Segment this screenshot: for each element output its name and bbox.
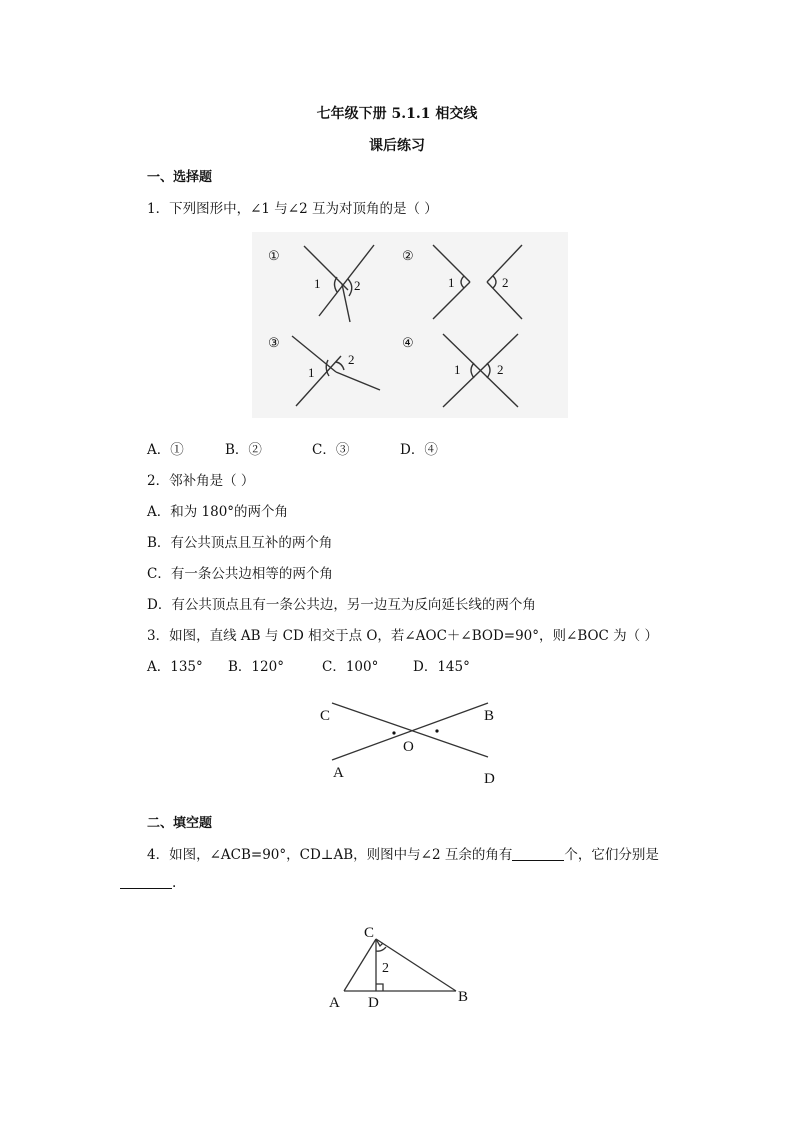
- question-4-stem: [147, 843, 659, 863]
- label-c: C: [364, 925, 375, 941]
- panel1-arc2: [348, 279, 352, 296]
- label-a: A: [333, 765, 344, 781]
- question-1-stem: 1．下列图形中，∠1 与∠2 互为对顶角的是（ ）: [147, 201, 438, 217]
- question-2-option-d: D．有公共顶点且有一条公共边，另一边互为反向延长线的两个角: [147, 597, 536, 613]
- panel2-angle2-label: 2: [502, 275, 509, 290]
- panel1-angle1-label: 1: [314, 276, 321, 291]
- question-2-option-b: B．有公共顶点且互补的两个角: [147, 535, 333, 551]
- panel3-arc1: [326, 360, 329, 376]
- label-c: C: [320, 708, 331, 724]
- question-1-option-c: C．③: [312, 442, 350, 458]
- question-4-stem-end: .: [172, 875, 177, 891]
- label-d: D: [368, 995, 379, 1011]
- panel4-angle1-label: 1: [454, 362, 461, 377]
- question-1-option-d: D．④: [400, 442, 438, 458]
- question-1-option-a: A．①: [147, 442, 184, 458]
- right-angle-mark-d: [376, 984, 383, 991]
- section-heading-choice: 一、选择题: [147, 170, 213, 185]
- panel2-angle1-label: 1: [448, 275, 455, 290]
- angle-dot-left: [392, 731, 395, 734]
- question-3-option-a: A．135°: [147, 659, 203, 675]
- panel4-arc2: [487, 363, 490, 378]
- question-1-figure: [252, 232, 568, 418]
- question-3-option-d: D．145°: [413, 659, 470, 675]
- label-o: O: [403, 739, 414, 755]
- side-ac: [344, 939, 376, 991]
- question-3-figure: [310, 695, 510, 790]
- answer-blank-count[interactable]: [512, 846, 564, 861]
- question-4-stem-part1: 4．如图，∠ACB=90°，CD⊥AB，则图中与∠2 互余的角有: [147, 847, 513, 863]
- page-subtitle: 课后练习: [369, 138, 425, 154]
- label-b: B: [484, 708, 495, 724]
- panel1-tag: ①: [268, 248, 280, 263]
- question-1-figure-svg: [252, 232, 568, 418]
- panel4-tag: ④: [402, 335, 414, 350]
- question-3-option-b: B．120°: [228, 659, 284, 675]
- question-4-stem-line2: [120, 874, 176, 891]
- question-2-stem: 2．邻补角是（ ）: [147, 473, 255, 489]
- answer-blank-angles[interactable]: [120, 874, 172, 889]
- question-2-option-c: C．有一条公共边相等的两个角: [147, 566, 333, 582]
- question-1-option-b: B．②: [225, 442, 262, 458]
- panel1-line-a: [304, 246, 348, 290]
- panel1-ray: [342, 284, 350, 322]
- angle-dot-right: [435, 729, 438, 732]
- label-a: A: [329, 995, 340, 1011]
- panel2-arc2: [493, 276, 496, 288]
- question-4-stem-part2: 个，它们分别是: [564, 847, 659, 863]
- page-title: 七年级下册 5.1.1 相交线: [316, 106, 478, 122]
- panel3-line-b: [296, 356, 341, 406]
- panel3-tag: ③: [268, 335, 280, 350]
- question-2-option-a: A．和为 180°的两个角: [147, 504, 289, 520]
- label-angle-2: 2: [382, 961, 389, 976]
- panel2-arc1: [461, 276, 464, 288]
- question-3-option-c: C．100°: [322, 659, 379, 675]
- angle-2-arc: [376, 947, 386, 951]
- panel3-ray: [336, 372, 380, 390]
- question-3-stem: 3．如图，直线 AB 与 CD 相交于点 O，若∠AOC＋∠BOD=90°，则∠BOC 为（ ）: [147, 628, 658, 644]
- section-heading-fill: 二、填空题: [147, 816, 213, 831]
- label-b: B: [458, 989, 469, 1005]
- panel3-angle2-label: 2: [348, 352, 355, 367]
- panel3-arc2: [336, 362, 344, 370]
- panel4-arc1: [471, 363, 474, 378]
- question-4-figure: [320, 918, 480, 1013]
- panel1-angle2-label: 2: [354, 278, 361, 293]
- panel2-tag: ②: [402, 248, 414, 263]
- panel4-angle2-label: 2: [497, 362, 504, 377]
- label-d: D: [484, 771, 495, 787]
- panel3-angle1-label: 1: [308, 365, 315, 380]
